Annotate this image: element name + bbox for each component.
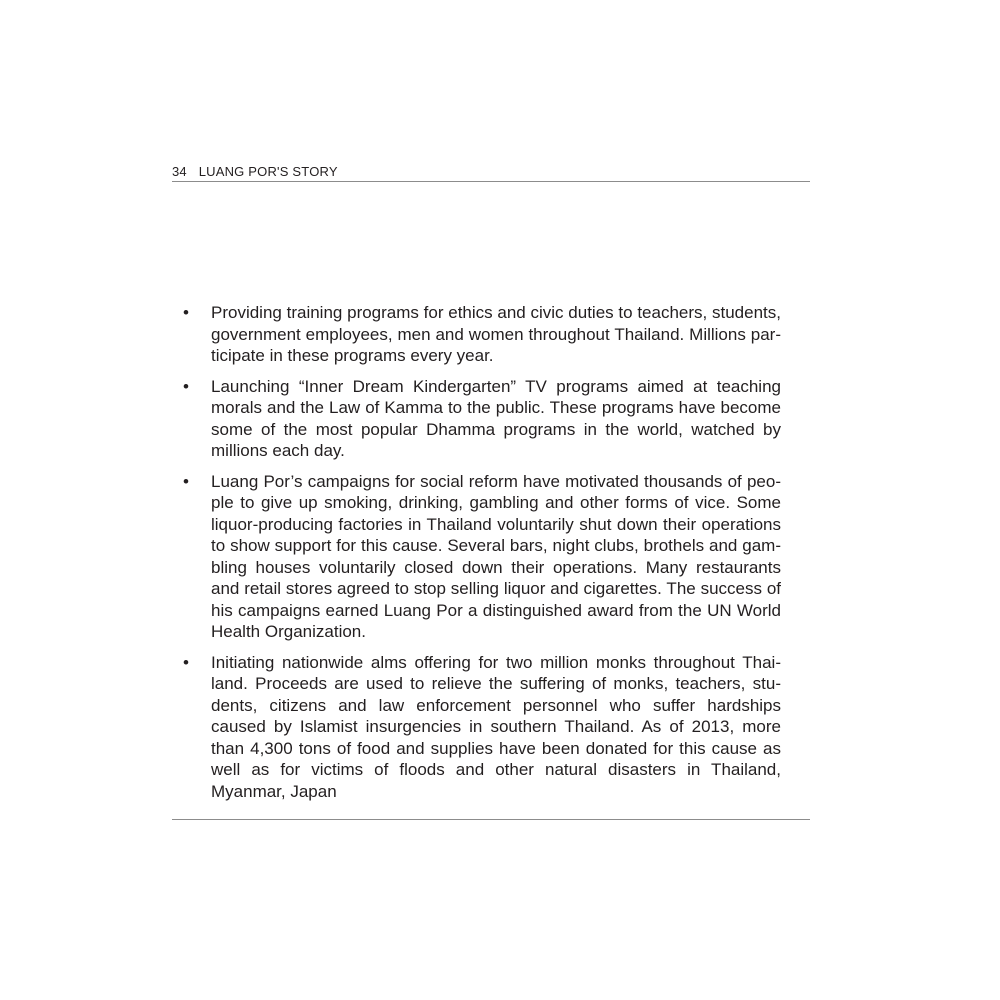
page-number: 34 (172, 164, 187, 179)
bullet-list (172, 302, 781, 811)
bullet-mark: • (183, 652, 189, 672)
running-title: LUANG POR'S STORY (198, 164, 338, 179)
bullet-mark: • (183, 471, 189, 491)
list-item (172, 376, 781, 462)
page-header (172, 164, 810, 182)
bullet-mark: • (183, 376, 189, 396)
footer-rule (172, 819, 810, 820)
bullet-text: Providing training programs for ethics and civic duties to teachers, students, government employees, men and women throughout Thailand. Millions participate in these programs every year. (211, 303, 781, 365)
bullet-text: Initiating nationwide alms offering for two million monks throughout Thailand. Proceeds are used to relieve the suffering of monks, teachers, students, citizens and law enforcement personnel who suffer hardships caused by Islamist insurgencies in southern Thailand. As of 2013, more than 4,300 tons of food and supplies have been donated for this cause as well as for victims of floods and other natural disasters in Thailand, Myanmar, Japan (211, 652, 781, 801)
list-item (172, 302, 781, 367)
bullet-text: Launching “Inner Dream Kindergarten” TV programs aimed at teaching morals and the Law of Kamma to the public. These programs have become some of the most popular Dhamma programs in the world, watched by millions each day. (211, 376, 781, 460)
bullet-mark: • (183, 303, 189, 322)
list-item (172, 471, 781, 643)
bullet-text: Luang Por’s campaigns for social reform have motivated thousands of people to give up smoking, drinking, gambling and other forms of vice. Some liquor-producing factories in Thailand voluntarily shut down their operations to show support for this cause. Several bars, night clubs, brothels and gambling houses voluntarily closed down their operations. Many restaurants and retail stores agreed to stop selling liquor and cigarettes. The success of his campaigns earned Luang Por a distinguished award from the UN World Health Organization. (211, 471, 781, 641)
list-item (172, 652, 781, 803)
